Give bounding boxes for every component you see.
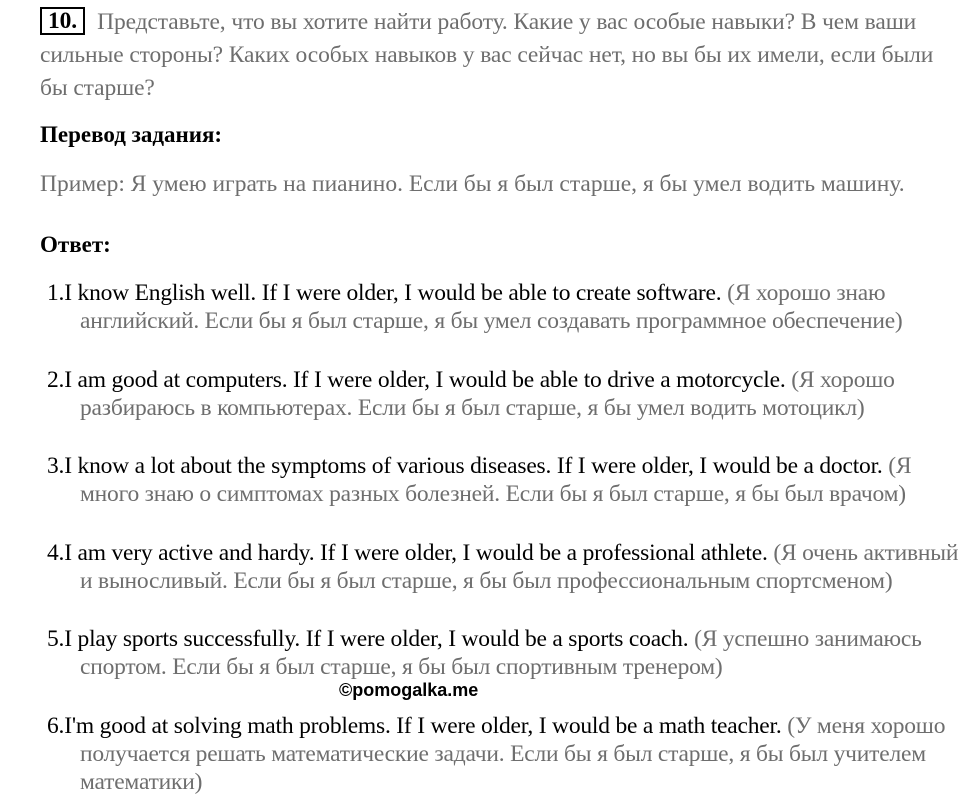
answer-russian: (Я хорошо разбираюсь в компьютерах. Если бы я был старше, я бы умел водить мотоцикл) xyxy=(80,367,895,421)
translation-heading: Перевод задания: xyxy=(40,122,223,147)
example-text: Пример: Я умею играть на пианино. Если бы я был старше, я бы умел водить машину. xyxy=(40,171,905,197)
answer-item xyxy=(47,279,960,335)
answer-item xyxy=(47,366,960,422)
answer-russian: (Я много знаю о симптомах разных болезней. Если бы я был старше, я бы был врачом) xyxy=(80,453,912,507)
answer-english: 1.I know English well. If I were older, I would be able to create software. xyxy=(47,280,728,306)
answer-item xyxy=(47,539,960,595)
task-number: 10. xyxy=(40,7,85,35)
answer-item xyxy=(47,712,960,796)
watermark: ©pomogalka.me xyxy=(339,680,479,700)
answer-english: 3.I know a lot about the symptoms of various diseases. If I were older, I would be a doctor. xyxy=(47,453,889,479)
answer-english: 6.I'm good at solving math problems. If I were older, I would be a math teacher. xyxy=(47,713,788,739)
answer-heading: Ответ: xyxy=(40,232,111,257)
answer-english: 5.I play sports successfully. If I were older, I would be a sports coach. xyxy=(47,626,695,652)
answer-english: 4.I am very active and hardy. If I were older, I would be a professional athlete. xyxy=(47,540,774,566)
task-block xyxy=(40,6,940,105)
answer-item xyxy=(47,452,960,508)
answer-item xyxy=(47,625,960,681)
answer-russian: (Я очень активный и выносливый. Если бы я был старше, я бы был профессиональным спортсменом) xyxy=(80,540,959,594)
answer-russian: (Я успешно занимаюсь спортом. Если бы я был старше, я бы был спортивным тренером) xyxy=(80,626,922,680)
task-text: Представьте, что вы хотите найти работу. Какие у вас особые навыки? В чем ваши сильные стороны? Каких особых навыков у вас сейчас нет, но вы бы их имели, если были бы старше? xyxy=(40,9,934,101)
answer-russian: (Я хорошо знаю английский. Если бы я был старше, я бы умел создавать программное обеспечение) xyxy=(80,280,903,334)
answer-english: 2.I am good at computers. If I were older, I would be able to drive a motorcycle. xyxy=(47,367,792,393)
answer-russian: (У меня хорошо получается решать математические задачи. Если бы я был старше, я бы был учителем математики) xyxy=(80,713,946,795)
